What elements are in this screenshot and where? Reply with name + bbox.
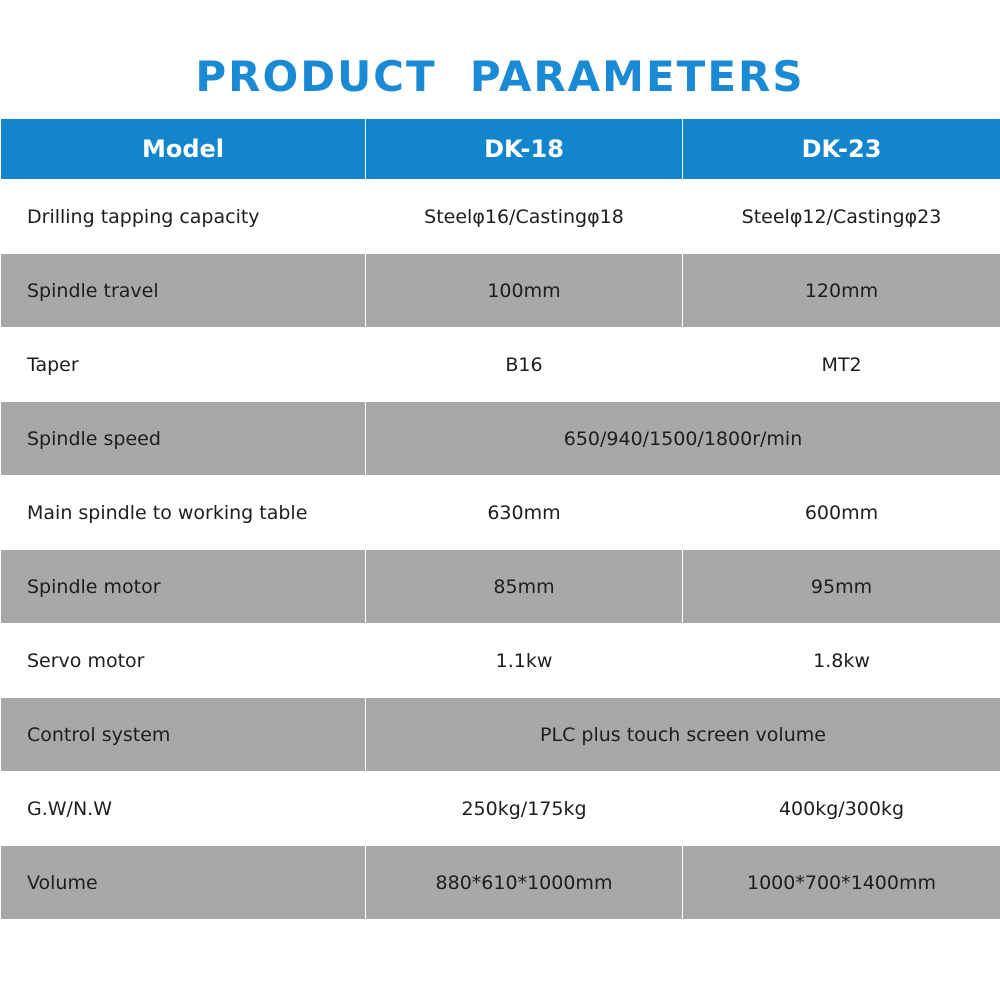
column-header-model: Model [1,119,366,180]
row-value-dk18: B16 [366,328,683,402]
row-value-merged: 650/940/1500/1800r/min [366,402,1000,476]
row-label: Spindle motor [1,550,366,624]
row-value-dk18: 880*610*1000mm [366,846,683,920]
row-value-merged: PLC plus touch screen volume [366,698,1000,772]
table-row [1,328,1000,402]
page-title: PRODUCT PARAMETERS [195,52,805,101]
row-value-dk18: 100mm [366,254,683,328]
row-label: Drilling tapping capacity [1,180,366,254]
row-label: Volume [1,846,366,920]
row-label: Control system [1,698,366,772]
table-row [1,550,1000,624]
column-header-dk18: DK-18 [366,119,683,180]
row-value-dk23: 1.8kw [683,624,1000,698]
table-row [1,402,1000,476]
row-value-dk23: MT2 [683,328,1000,402]
table-row [1,180,1000,254]
row-value-dk23: 1000*700*1400mm [683,846,1000,920]
row-value-dk23: Steelφ12/Castingφ23 [683,180,1000,254]
row-label: Taper [1,328,366,402]
row-value-dk18: 1.1kw [366,624,683,698]
table-row [1,846,1000,920]
row-value-dk23: 400kg/300kg [683,772,1000,846]
table-row [1,772,1000,846]
table-header-row [1,119,1000,180]
table-row [1,624,1000,698]
row-value-dk18: Steelφ16/Castingφ18 [366,180,683,254]
row-label: Spindle speed [1,402,366,476]
table-row [1,698,1000,772]
row-value-dk18: 630mm [366,476,683,550]
specifications-table [0,118,1000,920]
row-label: Main spindle to working table [1,476,366,550]
row-value-dk23: 95mm [683,550,1000,624]
row-value-dk18: 85mm [366,550,683,624]
table-row [1,254,1000,328]
table-row [1,476,1000,550]
row-label: Spindle travel [1,254,366,328]
column-header-dk23: DK-23 [683,119,1000,180]
row-label: Servo motor [1,624,366,698]
row-value-dk23: 600mm [683,476,1000,550]
row-label: G.W/N.W [1,772,366,846]
row-value-dk18: 250kg/175kg [366,772,683,846]
row-value-dk23: 120mm [683,254,1000,328]
